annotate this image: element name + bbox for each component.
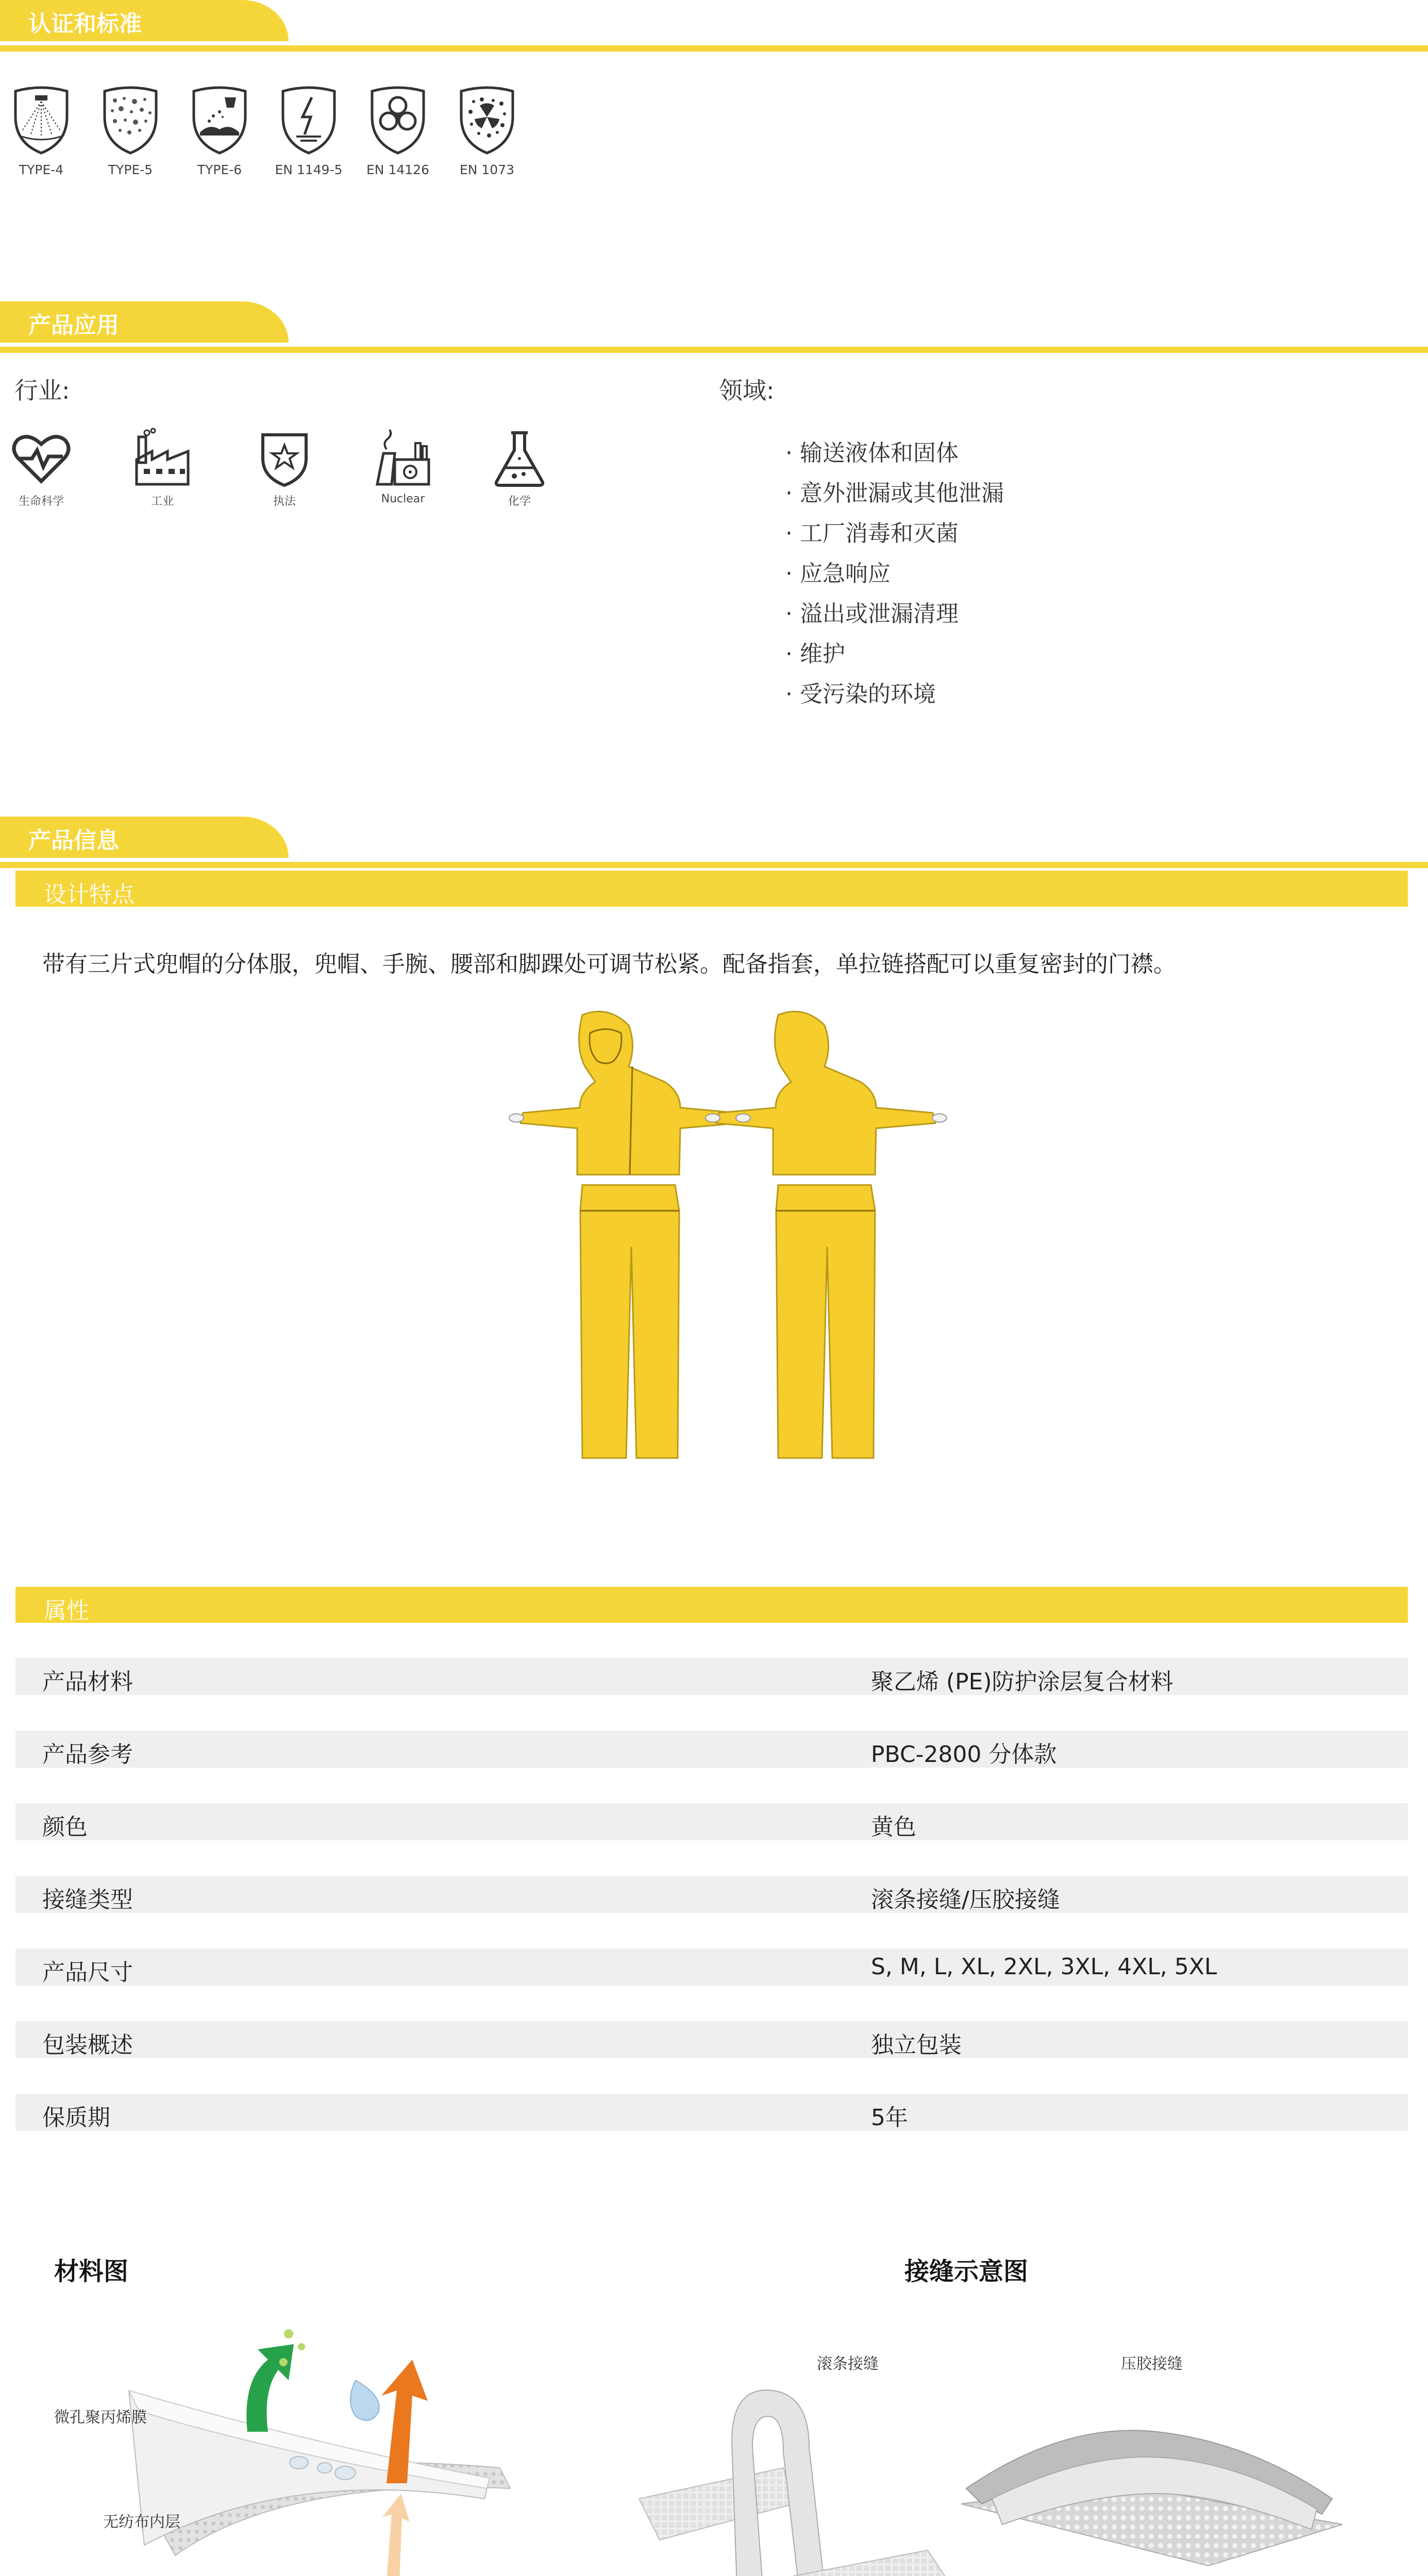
table-row	[15, 1876, 1408, 1913]
seam-label-taped: 压胶接缝	[1121, 2355, 1183, 2373]
list-item: · 应急响应	[778, 555, 891, 588]
row-label: 包装概述	[42, 2032, 133, 2058]
table-row	[15, 1731, 1408, 1768]
list-item: · 维护	[778, 635, 845, 668]
biohazard-shield-icon	[367, 85, 429, 157]
cert-label: EN 14126	[366, 162, 429, 177]
attributes-title: 属性	[44, 1598, 89, 1624]
material-label-membrane: 微孔聚丙烯膜	[54, 2409, 147, 2427]
cert-label: EN 1073	[459, 162, 515, 177]
design-bar	[15, 871, 1408, 907]
cert-label: TYPE-6	[197, 162, 242, 177]
row-value: S, M, L, XL, 2XL, 3XL, 4XL, 5XL	[871, 1954, 1217, 1980]
row-label: 产品尺寸	[42, 1959, 133, 1986]
heart-pulse-icon	[10, 428, 72, 489]
industry-label: 执法	[273, 495, 296, 508]
table-row	[15, 2094, 1408, 2131]
cert-label: TYPE-5	[108, 162, 153, 177]
bullet: ·	[785, 480, 793, 506]
industry-chemical	[473, 428, 566, 509]
certifications-header	[0, 0, 1428, 52]
row-value: 聚乙烯 (PE)防护涂层复合材料	[871, 1669, 1173, 1695]
bullet: ·	[785, 440, 793, 466]
row-value: 滚条接缝/压胶接缝	[871, 1887, 1060, 1913]
row-value: PBC-2800 分体款	[871, 1741, 1057, 1768]
row-label: 保质期	[42, 2105, 110, 2131]
field-label: 领域:	[719, 377, 775, 404]
design-description: 带有三片式兜帽的分体服，兜帽、手腕、腰部和脚踝处可调节松紧。配备指套，单拉链搭配可以重复密封的门襟。	[42, 951, 1176, 977]
list-item: · 输送液体和固体	[778, 434, 959, 467]
splash-shield-icon	[189, 85, 250, 157]
cert-en-14126	[362, 85, 434, 177]
applications-title: 产品应用	[28, 312, 119, 338]
industry-label: 化学	[508, 495, 531, 508]
info-title: 产品信息	[28, 827, 119, 854]
industry-law-enforcement	[238, 428, 331, 509]
radioactive-particle-shield-icon	[456, 85, 518, 157]
bullet: ·	[785, 681, 793, 707]
bullet: ·	[785, 520, 793, 547]
list-item: · 受污染的环境	[778, 675, 936, 708]
industry-label: 生命科学	[18, 495, 64, 508]
industry-life-science	[0, 428, 88, 509]
cert-label: TYPE-4	[19, 162, 64, 177]
cert-type-5	[94, 85, 166, 177]
cert-en-1073	[451, 85, 523, 177]
bullet: ·	[785, 561, 793, 587]
industry-label: 工业	[150, 495, 174, 508]
table-row	[15, 2021, 1408, 2058]
cert-label: EN 1149-5	[275, 162, 343, 177]
spray-shield-icon	[10, 85, 72, 157]
certifications-title: 认证和标准	[28, 11, 142, 37]
row-value: 独立包装	[871, 2032, 962, 2058]
row-label: 接缝类型	[42, 1887, 133, 1913]
nuclear-plant-icon	[372, 428, 434, 489]
list-item: · 工厂消毒和灭菌	[778, 515, 959, 548]
row-label: 产品材料	[42, 1669, 133, 1695]
particle-shield-icon	[99, 85, 161, 157]
taped-seam-diagram	[961, 2411, 1353, 2576]
industry-nuclear	[357, 428, 449, 505]
factory-icon	[131, 428, 193, 489]
row-value: 黄色	[871, 1814, 916, 1840]
material-diagram-title: 材料图	[54, 2257, 129, 2286]
table-row	[15, 1948, 1408, 1986]
cert-type-6	[183, 85, 256, 177]
design-title: 设计特点	[44, 882, 135, 908]
industry-label: Nuclear	[381, 493, 425, 505]
police-badge-icon	[254, 428, 315, 489]
industry-label: 行业:	[14, 377, 70, 404]
bound-seam-diagram	[639, 2370, 979, 2576]
row-value: 5年	[871, 2105, 908, 2131]
bullet: ·	[785, 601, 793, 627]
cert-en-1149-5	[273, 85, 345, 177]
flask-icon	[489, 428, 550, 489]
seam-label-bound: 滚条接缝	[817, 2355, 879, 2373]
bullet: ·	[785, 641, 793, 667]
cert-type-4	[5, 85, 77, 177]
industry-industrial	[116, 428, 209, 509]
attributes-bar	[15, 1587, 1408, 1623]
row-label: 产品参考	[42, 1741, 133, 1768]
info-header	[0, 817, 1428, 868]
list-item: · 溢出或泄漏清理	[778, 595, 959, 628]
material-layer-diagram	[119, 2313, 541, 2576]
seam-diagram-title: 接缝示意图	[904, 2257, 1029, 2286]
antistatic-shield-icon	[278, 85, 340, 157]
material-label-inner: 无纺布内层	[103, 2513, 180, 2531]
table-row	[15, 1803, 1408, 1840]
coverall-illustration	[459, 1005, 974, 1489]
applications-header	[0, 301, 1428, 353]
list-item: · 意外泄漏或其他泄漏	[778, 474, 1004, 507]
table-row	[15, 1658, 1408, 1695]
row-label: 颜色	[42, 1814, 88, 1840]
